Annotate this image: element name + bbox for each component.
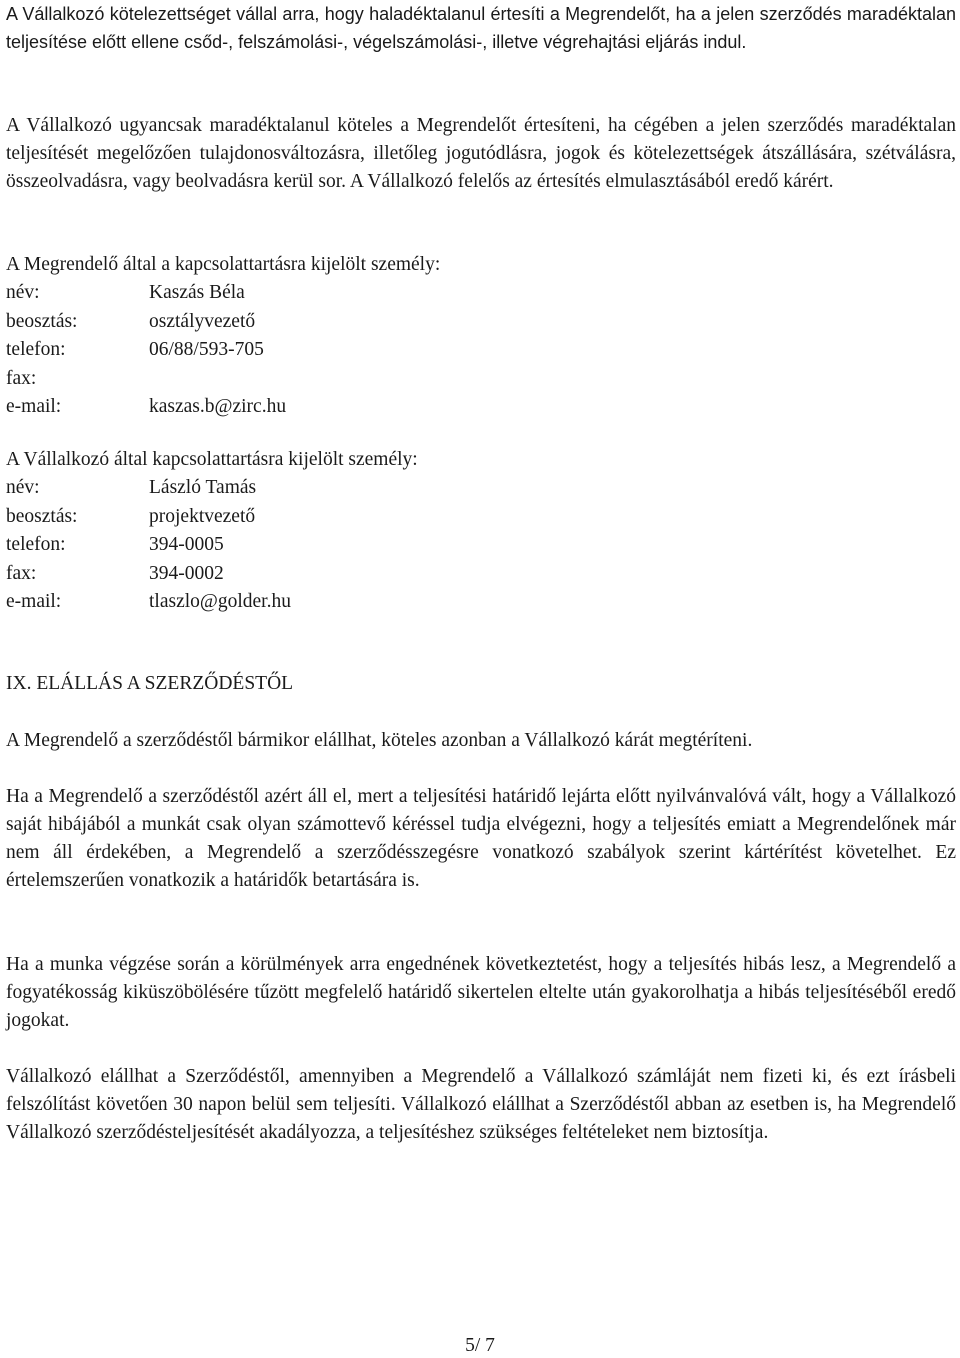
contractor-contact-block — [6, 446, 956, 617]
contact-label: név: — [6, 282, 40, 303]
contractor-contact-title: A Vállalkozó által kapcsolattartásra kijelölt személy: — [6, 449, 418, 470]
customer-contact-title: A Megrendelő által a kapcsolattartásra kijelölt személy: — [6, 254, 441, 275]
ownership-change-paragraph: A Vállalkozó ugyancsak maradéktalanul köteles a Megrendelőt értesíteni, ha cégében a jelen szerződés maradéktalan teljesítését megelőzően tulajdonosváltozásra, illetőleg jogutódlásra, jogok és kötelezettségek átszállására, szétválásra, összeolvadásra, vagy beolvadásra kerül sor. A Vállalkozó felelős az értesítés elmulasztásából eredő kárért. — [6, 115, 956, 192]
contact-label: fax: — [6, 562, 37, 584]
page-number: 5/ 7 — [465, 1335, 495, 1356]
contact-label: beosztás: — [6, 505, 78, 527]
contact-value: László Tamás — [149, 477, 257, 498]
contact-row — [6, 336, 956, 365]
contact-value: kaszas.b@zirc.hu — [149, 396, 287, 418]
contact-row — [6, 308, 956, 337]
contact-row — [6, 560, 956, 589]
contact-row — [6, 393, 956, 422]
notification-paragraph: A Vállalkozó kötelezettséget vállal arra, hogy haladéktalanul értesíti a Megrendelőt, ha a jelen szerződés maradéktalan teljesítése előtt ellene csőd-, felszámolási-, végelszámolási-, illetve végrehajtási eljárás indul. — [6, 4, 956, 52]
withdrawal-paragraph: A Megrendelő a szerződéstől bármikor elállhat, köteles azonban a Vállalkozó kárát megtéríteni. — [6, 730, 753, 751]
contact-label: fax: — [6, 367, 37, 389]
contact-value: 394-0002 — [149, 562, 224, 584]
contact-value: Kaszás Béla — [149, 282, 245, 303]
contractor-withdrawal-paragraph: Vállalkozó elállhat a Szerződéstől, amennyiben a Megrendelő a Vállalkozó számláját nem fizeti ki, és ezt írásbeli felszólítást követően 30 napon belül sem teljesíti. Vállalkozó elállhat a Szerződéstől abban az esetben is, ha Megrendelő Vállalkozó szerződésteljesítését akadályozza, a teljesítéshez szükséges feltételeket nem biztosítja. — [6, 1066, 956, 1143]
contact-label: telefon: — [6, 534, 66, 556]
contact-value: projektvezető — [149, 505, 256, 527]
contact-label: beosztás: — [6, 310, 78, 332]
contact-label: e-mail: — [6, 396, 62, 418]
damages-paragraph: Ha a Megrendelő a szerződéstől azért áll el, mert a teljesítési határidő lejárta előtt nyilvánvalóvá vált, hogy a Vállalkozó saját hibájából a munkát csak olyan számottevő kéréssel tudja elvégezni, hogy a teljesítés emiatt a Megrendelőnek már nem áll érdekében, a Megrendelő a szerződésszegésre vonatkozó szabályok szerint kártérítést követelhet. Ez értelemszerűen vonatkozik a határidők betartására is. — [6, 786, 956, 891]
contact-row — [6, 503, 956, 532]
contact-row — [6, 365, 956, 394]
section-heading: IX. ELÁLLÁS A SZERZŐDÉSTŐL — [6, 673, 294, 694]
contact-label: telefon: — [6, 339, 66, 361]
contact-value: 394-0005 — [149, 534, 224, 556]
contact-row — [6, 588, 956, 617]
contact-value: osztályvezető — [149, 310, 256, 332]
contact-row — [6, 474, 956, 503]
contact-label: e-mail: — [6, 591, 62, 613]
customer-contact-block — [6, 251, 956, 422]
defect-paragraph: Ha a munka végzése során a körülmények arra engednének következtetést, hogy a teljesítés hibás lesz, a Megrendelő a fogyatékosság kiküszöbölésére tűzött megfelelő határidő sikertelen eltelte után gyakorolhatja a hibás teljesítéséből eredő jogokat. — [6, 954, 956, 1031]
contact-label: név: — [6, 477, 40, 498]
contact-value: tlaszlo@golder.hu — [149, 591, 291, 613]
contact-value: 06/88/593-705 — [149, 339, 264, 361]
contact-row — [6, 279, 956, 308]
contact-row — [6, 531, 956, 560]
